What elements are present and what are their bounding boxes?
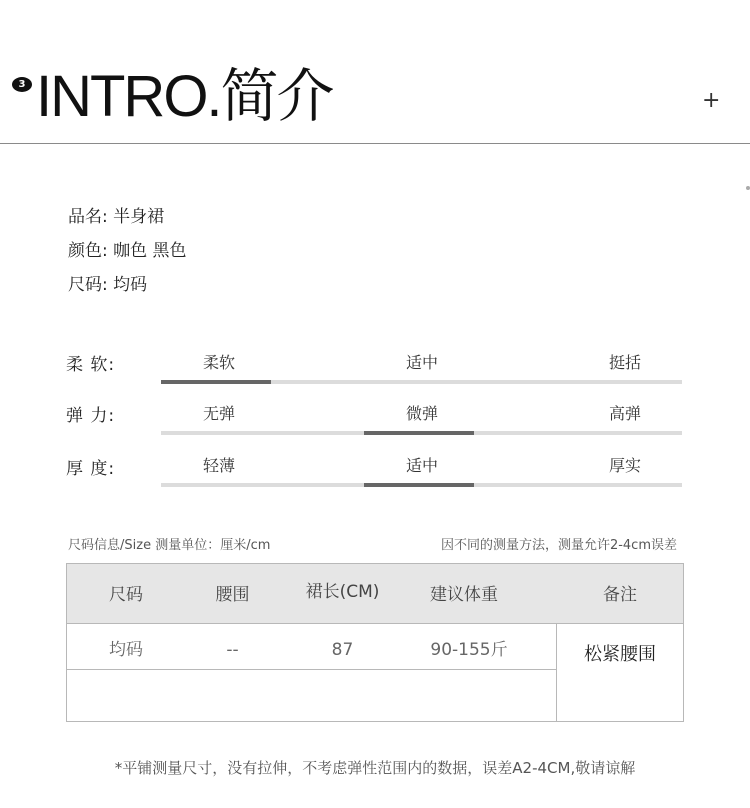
header-size: 尺码 xyxy=(109,585,143,605)
product-color: 颜色: 咖色 黑色 xyxy=(68,241,187,261)
plus-icon: + xyxy=(702,88,721,113)
elasticity-option-none: 无弹 xyxy=(202,404,235,423)
thickness-option-medium: 适中 xyxy=(405,456,438,475)
size-table xyxy=(66,563,684,722)
elasticity-scale-marker xyxy=(364,431,474,435)
edge-dot-decoration xyxy=(746,186,750,190)
softness-scale-track xyxy=(161,380,682,384)
thickness-option-thick: 厚实 xyxy=(608,456,641,475)
cell-waist: -- xyxy=(226,640,239,660)
thickness-label: 厚 度: xyxy=(66,459,116,479)
header-waist: 腰围 xyxy=(215,585,250,605)
softness-option-soft: 柔软 xyxy=(202,353,235,372)
product-name: 品名: 半身裙 xyxy=(68,207,165,227)
header-suggested-weight: 建议体重 xyxy=(430,585,498,605)
cell-size: 均码 xyxy=(109,640,143,660)
softness-label: 柔 软: xyxy=(66,355,116,375)
thickness-scale-marker xyxy=(364,483,474,487)
intro-header xyxy=(0,60,750,144)
elasticity-label: 弹 力: xyxy=(66,406,116,426)
elasticity-option-high: 高弹 xyxy=(608,404,641,423)
thickness-scale-track xyxy=(161,483,682,487)
cell-remarks: 松紧腰围 xyxy=(584,644,656,665)
product-size: 尺码: 均码 xyxy=(68,275,148,295)
softness-scale-marker xyxy=(161,380,271,384)
softness-option-stiff: 挺括 xyxy=(608,353,641,372)
size-table-header xyxy=(67,564,683,624)
elasticity-scale-track xyxy=(161,431,682,435)
cell-skirt-length: 87 xyxy=(331,640,354,660)
cell-suggested-weight: 90-155斤 xyxy=(430,640,508,660)
size-info-label: 尺码信息/Size 测量单位：厘米/cm xyxy=(68,538,271,553)
header-skirt-length: 裙长(CM) xyxy=(305,582,380,602)
footer-disclaimer: *平铺测量尺寸，没有拉伸，不考虑弹性范围内的数据，误差A2-4CM,敬请谅解 xyxy=(114,759,636,777)
remarks-column-divider xyxy=(556,624,557,722)
row-divider xyxy=(67,669,556,670)
header-remarks: 备注 xyxy=(603,585,637,605)
thickness-option-thin: 轻薄 xyxy=(202,456,235,475)
page-title: INTRO.简介 xyxy=(36,64,333,129)
section-number-badge: 3 xyxy=(12,77,32,92)
measurement-tolerance-note: 因不同的测量方法，测量允许2-4cm误差 xyxy=(440,538,677,553)
elasticity-option-slight: 微弹 xyxy=(405,404,438,423)
softness-option-medium: 适中 xyxy=(405,353,438,372)
header-divider xyxy=(0,143,750,144)
